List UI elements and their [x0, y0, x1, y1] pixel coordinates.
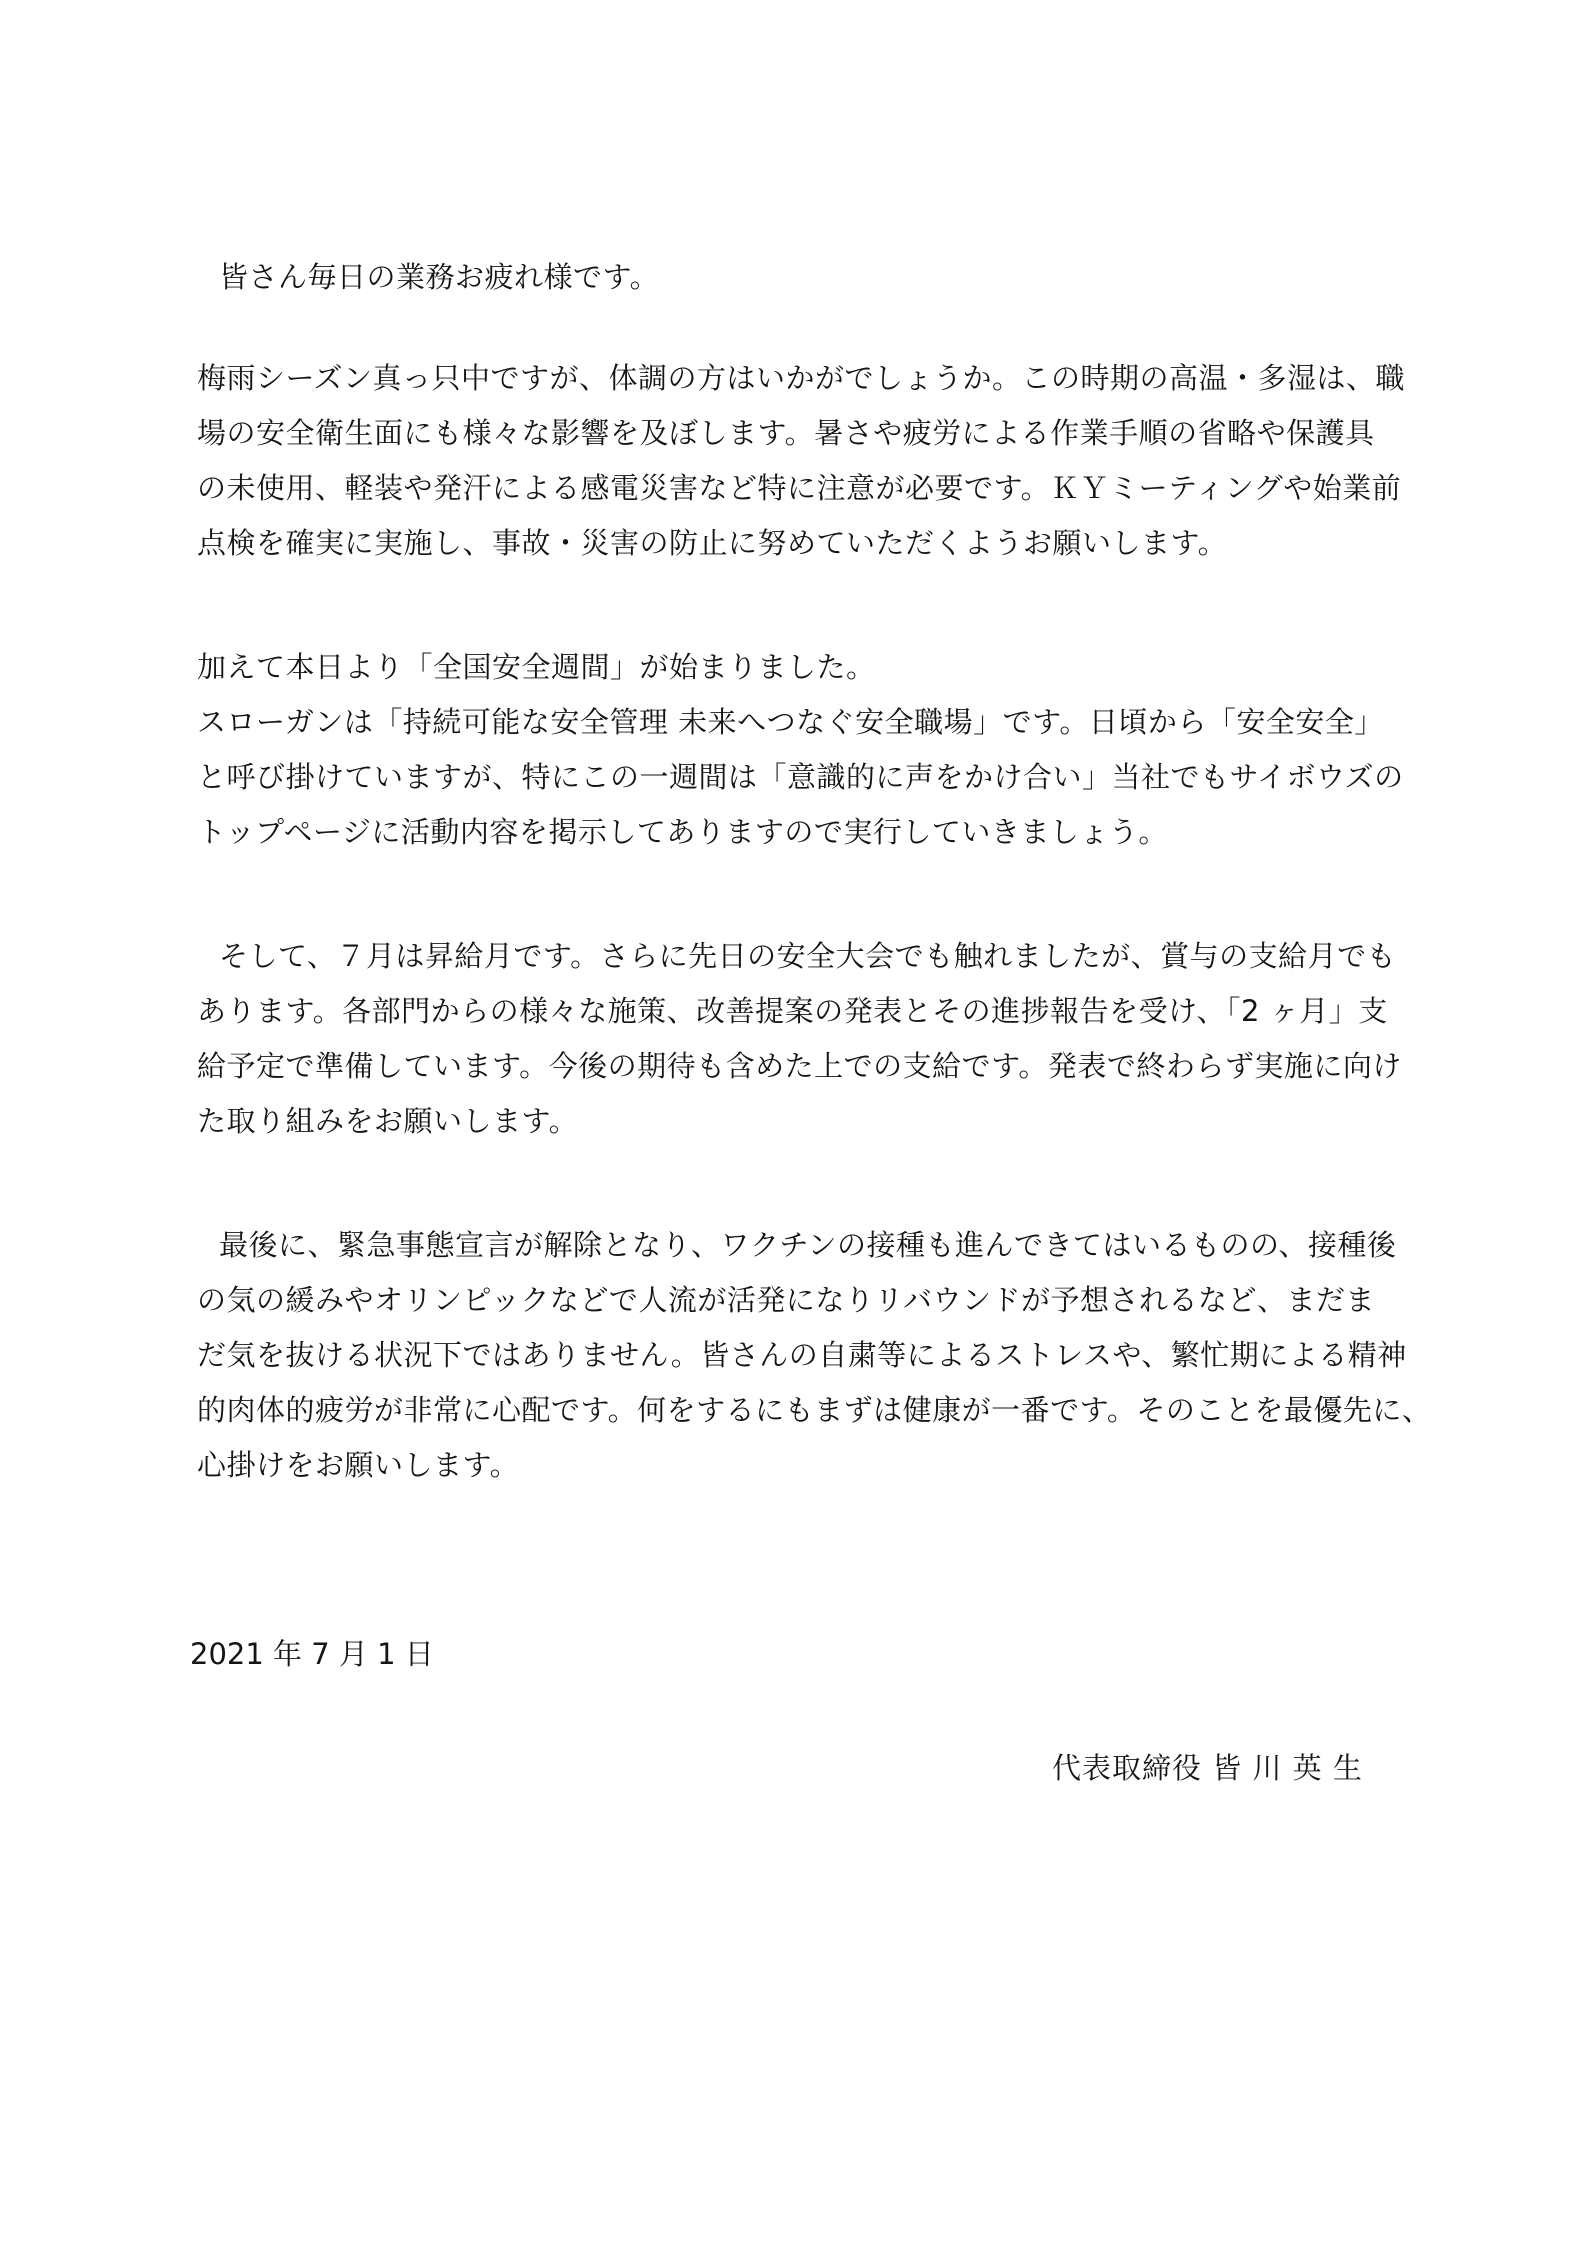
paragraph-2-line-1: 加えて本日より「全国安全週間」が始まりました。	[197, 650, 876, 684]
paragraph-4-line-2: の気の緩みやオリンピックなどで人流が活発になりリバウンドが予想されるなど、まだま	[197, 1283, 1375, 1317]
signature-line: 代表取締役 皆 川 英 生	[1052, 1751, 1363, 1785]
paragraph-2-line-2: スローガンは「持続可能な安全管理 未来へつなぐ安全職場」です。日頃から「安全安全」	[197, 705, 1384, 739]
document-date: 2021 年 7 月 1 日	[190, 1637, 434, 1671]
paragraph-2-line-3: と呼び掛けていますが、特にこの一週間は「意識的に声をかけ合い」当社でもサイボウズの	[197, 760, 1404, 794]
paragraph-2-line-4: トップページに活動内容を掲示してありますので実行していきましょう。	[197, 815, 1168, 849]
paragraph-1-line-4: の未使用、軽装や発汗による感電災害など特に注意が必要です。ＫＹミーティングや始業前	[197, 471, 1402, 505]
paragraph-1-line-2: 梅雨シーズン真っ只中ですが、体調の方はいかがでしょうか。この時期の高温・多湿は、職	[197, 361, 1406, 395]
paragraph-4-line-4: 的肉体的疲労が非常に心配です。何をするにもまずは健康が一番です。そのことを最優先に、	[197, 1393, 1432, 1427]
paragraph-4-line-1: 最後に、緊急事態宣言が解除となり、ワクチンの接種も進んできてはいるものの、接種後	[219, 1228, 1397, 1262]
paragraph-4-line-5: 心掛けをお願いします。	[197, 1448, 520, 1482]
paragraph-3-line-1: そして、７月は昇給月です。さらに先日の安全大会でも触れましたが、賞与の支給月でも	[219, 939, 1397, 973]
paragraph-1-line-1: 皆さん毎日の業務お疲れ様です。	[219, 260, 660, 294]
paragraph-1-line-5: 点検を確実に実施し、事故・災害の防止に努めていただくようお願いします。	[197, 526, 1228, 560]
paragraph-3-line-3: 給予定で準備しています。今後の期待も含めた上での支給です。発表で終わらず実施に向け	[197, 1049, 1402, 1083]
paragraph-4-line-3: だ気を抜ける状況下ではありません。皆さんの自粛等によるストレスや、繁忙期による精神	[197, 1338, 1407, 1372]
paragraph-3-line-4: た取り組みをお願いします。	[197, 1104, 579, 1138]
paragraph-3-line-2: あります。各部門からの様々な施策、改善提案の発表とその進捗報告を受け、「2 ヶ月」支	[197, 994, 1388, 1028]
paragraph-1-line-3: 場の安全衛生面にも様々な影響を及ぼします。暑さや疲労による作業手順の省略や保護具	[197, 416, 1375, 450]
